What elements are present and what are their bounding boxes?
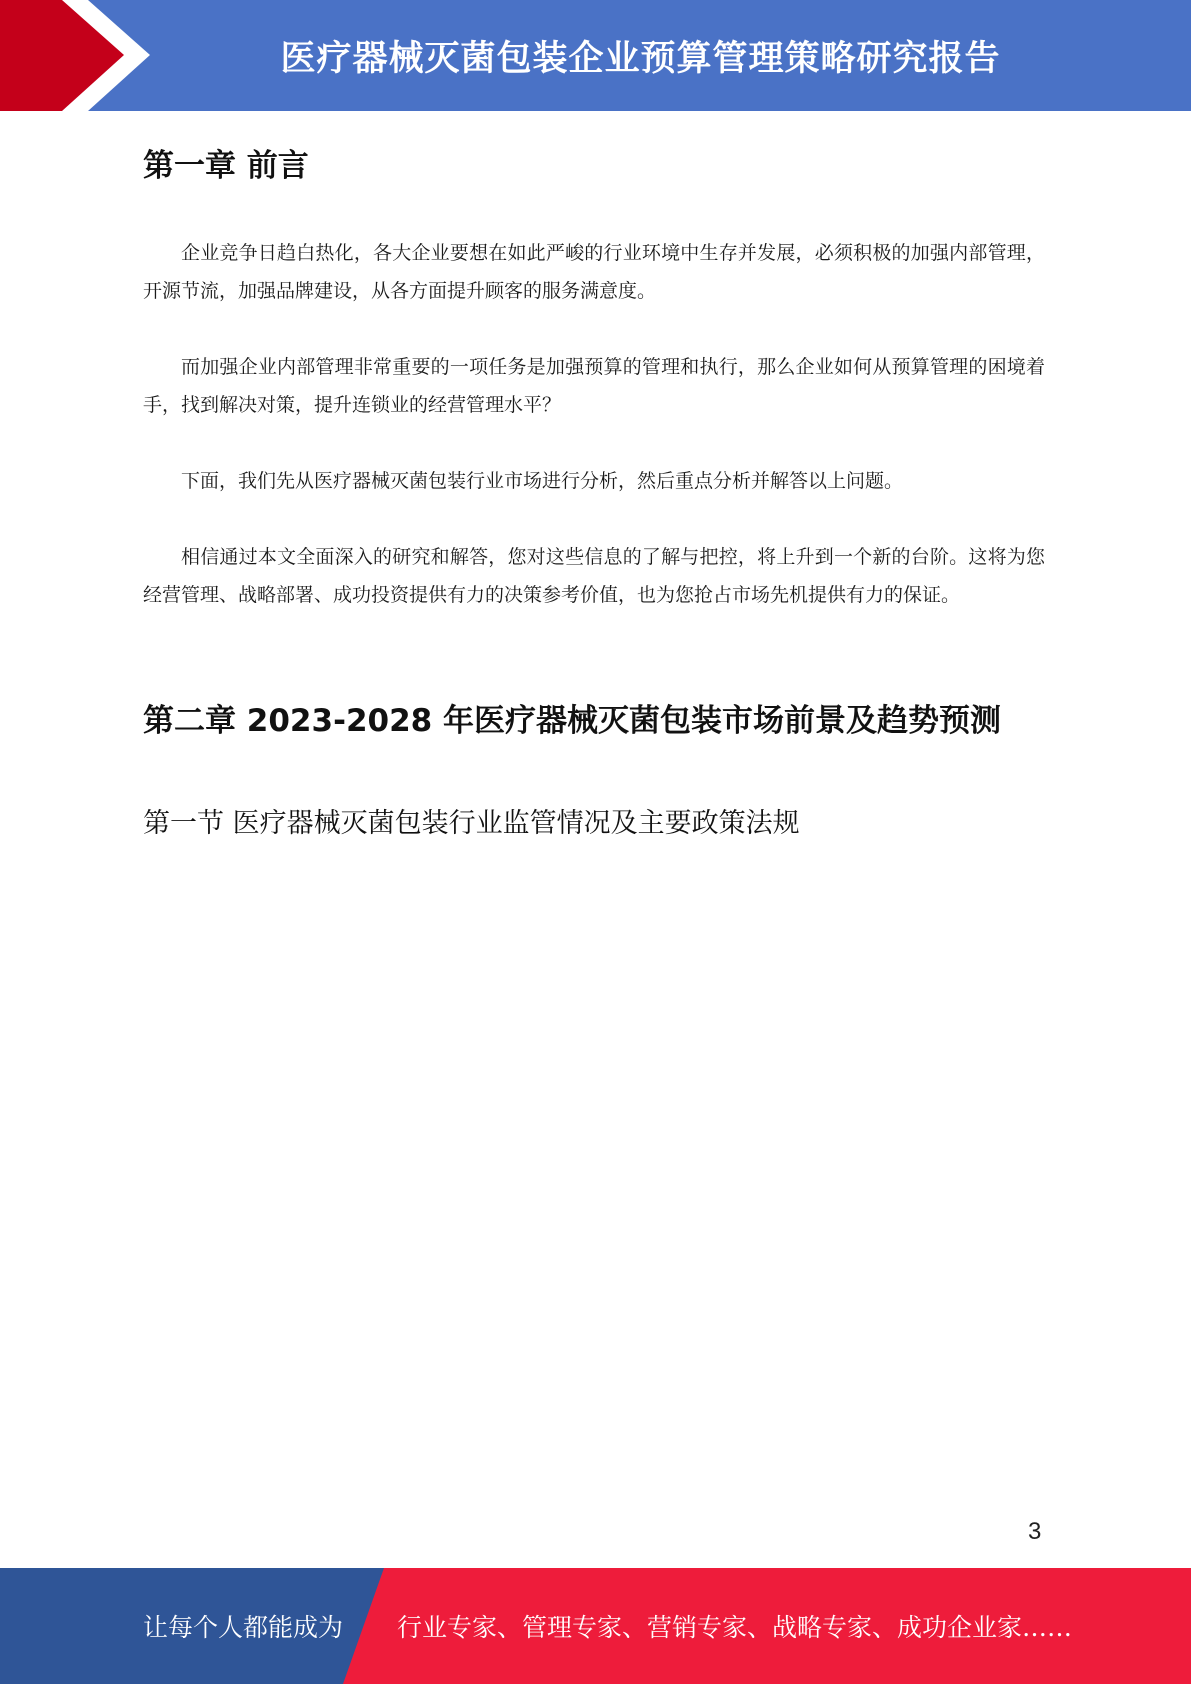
chapter1-paragraph-4: 相信通过本文全面深入的研究和解答，您对这些信息的了解与把控，将上升到一个新的台阶。这将为您经营管理、战略部署、成功投资提供有力的决策参考价值，也为您抢占市场先机提供有力的保证。: [143, 546, 1045, 606]
page-header: [0, 0, 1191, 111]
section1-title: 第一节 医疗器械灭菌包装行业监管情况及主要政策法规: [143, 808, 800, 839]
page-number: 3: [1028, 1518, 1042, 1545]
chapter1-title: 第一章 前言: [143, 148, 309, 184]
chapter1-paragraph-3: 下面，我们先从医疗器械灭菌包装行业市场进行分析，然后重点分析并解答以上问题。: [181, 470, 904, 492]
chapter1-paragraph-1: 企业竞争日趋白热化，各大企业要想在如此严峻的行业环境中生存并发展，必须积极的加强内部管理，开源节流，加强品牌建设，从各方面提升顾客的服务满意度。: [143, 242, 1045, 302]
page-footer: [0, 1568, 1191, 1684]
footer-slogan-left: 让每个人都能成为: [143, 1613, 344, 1642]
document-title: 医疗器械灭菌包装企业预算管理策略研究报告: [280, 38, 1001, 79]
chapter2-title: 第二章 2023-2028 年医疗器械灭菌包装市场前景及趋势预测: [143, 703, 1002, 739]
chapter1-paragraph-2: 而加强企业内部管理非常重要的一项任务是加强预算的管理和执行，那么企业如何从预算管理的困境着手，找到解决对策，提升连锁业的经营管理水平？: [143, 356, 1045, 416]
footer-slogan-right: 行业专家、管理专家、营销专家、战略专家、成功企业家……: [397, 1613, 1073, 1642]
